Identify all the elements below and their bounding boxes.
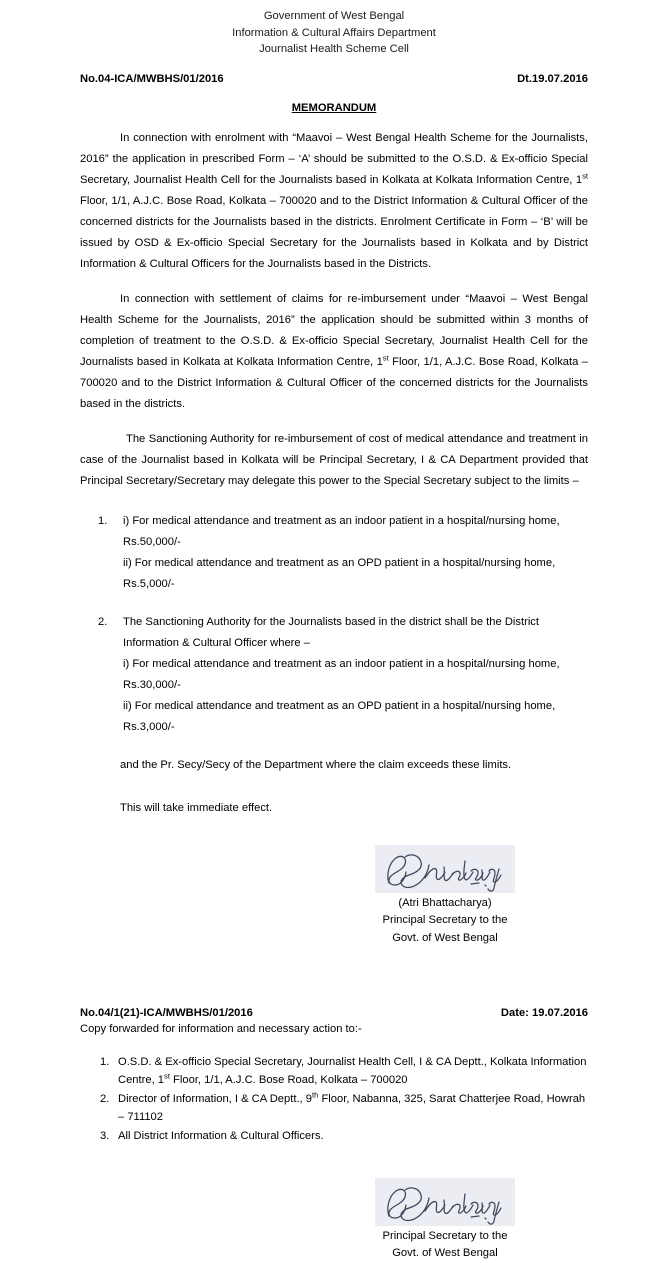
ordinal-suffix-first-floor-2: st	[382, 352, 389, 362]
immediate-effect-line: This will take immediate effect.	[120, 801, 273, 814]
limit-item-body	[123, 612, 588, 738]
copy-recipient-item	[80, 1128, 588, 1146]
copy-recipient-text-b: Floor, Nabanna, 325, Sarat Chatterjee Road, Howrah – 711102	[118, 1093, 586, 1123]
limit-item-number: 1.	[98, 514, 108, 527]
paragraph-claims-part-b: Floor, 1/1, A.J.C. Bose Road, Kolkata – 700020 and to the District Information & Cultural Officer of the concerned districts for the Journalists based in the districts.	[80, 355, 588, 410]
letterhead	[80, 8, 588, 58]
signatory-title-line-1: Principal Secretary to the	[382, 1229, 508, 1242]
limit-line: ii) For medical attendance and treatment as an OPD patient in a hospital/nursing home,	[123, 699, 556, 712]
limit-amount: Rs.5,000/-	[123, 577, 175, 590]
memo-number: No.04-ICA/MWBHS/01/2016	[80, 72, 224, 85]
signature-image	[375, 1178, 515, 1226]
copy-memo-number: No.04/1(21)-ICA/MWBHS/01/2016	[80, 1007, 253, 1019]
copy-reference-line	[80, 1007, 588, 1019]
limit-amount: Rs.50,000/-	[123, 535, 181, 548]
document-content	[80, 8, 588, 1263]
copy-recipient-item	[80, 1091, 588, 1126]
limits-tail-line: and the Pr. Secy/Secy of the Department where the claim exceeds these limits.	[120, 758, 512, 771]
copy-recipient-text-a: All District Information & Cultural Officers.	[118, 1130, 324, 1142]
limit-line: ii) For medical attendance and treatment as an OPD patient in a hospital/nursing home,	[123, 556, 556, 569]
signatory-name: (Atri Bhattacharya)	[398, 896, 492, 909]
paragraph-claims-part-a: In connection with settlement of claims for re-imbursement under “Maavoi – West Bengal Health Scheme for the Journalists, 2016” the application should be submitted within 3 months of completion of treatment to the O.S.D. & Ex-officio Special Secretary, Journalist Health Cell for the Journalists based in Kolkata at Kolkata Information Centre, 1	[80, 292, 588, 368]
limit-line: i) For medical attendance and treatment as an indoor patient in a hospital/nursing home,	[123, 514, 560, 527]
copy-recipient-text-a: O.S.D. & Ex-officio Special Secretary, Journalist Health Cell, I & CA Deptt., Kolkata Information Centre, 1	[118, 1056, 587, 1086]
letterhead-line-department: Information & Cultural Affairs Department	[232, 26, 436, 39]
signature-block-secondary	[330, 1178, 560, 1263]
copy-recipient-text	[118, 1054, 588, 1089]
limit-amount: Rs.3,000/-	[123, 720, 175, 733]
copy-recipient-text-a: Director of Information, I & CA Deptt., 9	[118, 1093, 312, 1105]
signatory-title-line-1: Principal Secretary to the	[382, 914, 508, 926]
copy-recipient-number: 3.	[100, 1130, 110, 1142]
reference-line	[80, 73, 588, 85]
signatory-title-line-2: Govt. of West Bengal	[392, 1247, 498, 1259]
copy-recipient-item	[80, 1054, 588, 1089]
copy-memo-date: Date: 19.07.2016	[500, 1007, 588, 1019]
paragraph-enrolment	[80, 128, 588, 275]
copy-recipient-text-b: Floor, 1/1, A.J.C. Bose Road, Kolkata – 700020	[169, 1073, 408, 1086]
paragraph-reimbursement-claims	[80, 289, 588, 415]
copy-recipient-number: 1.	[100, 1056, 110, 1068]
copy-recipient-text	[118, 1128, 588, 1146]
limit-amount: Rs.30,000/-	[123, 678, 181, 691]
ordinal-suffix-first-floor: st	[582, 170, 588, 180]
signature-image	[375, 845, 515, 893]
limit-item-number: 2.	[98, 615, 108, 628]
limit-line: The Sanctioning Authority for the Journalists based in the district shall be the District	[123, 615, 540, 628]
copy-recipient-number: 2.	[100, 1093, 110, 1105]
letterhead-line-government: Government of West Bengal	[263, 10, 405, 22]
limit-item	[80, 511, 588, 595]
paragraph-enrolment-part-a: In connection with enrolment with “Maavoi – West Bengal Health Scheme for the Journalists, 2016” the application in prescribed Form – ‘A’ should be submitted to the O.S.D. & Ex-officio Special Secretary, Journalist Health Cell for the Journalists based in Kolkata at Kolkata Information Centre, 1	[80, 131, 588, 186]
copy-recipients-list	[80, 1054, 588, 1146]
ordinal-suffix: th	[312, 1090, 319, 1100]
memo-date: Dt.19.07.2016	[517, 72, 588, 85]
limits-list	[80, 511, 588, 738]
memorandum-heading-text: MEMORANDUM	[291, 101, 377, 114]
letterhead-line-cell: Journalist Health Scheme Cell	[259, 43, 409, 55]
copy-forwarded-text: Copy forwarded for information and necessary action to:-	[80, 1023, 362, 1035]
limit-line: i) For medical attendance and treatment as an indoor patient in a hospital/nursing home,	[123, 657, 560, 670]
limit-line: Information & Cultural Officer where –	[123, 636, 310, 649]
memorandum-heading	[80, 102, 588, 114]
limit-item-body	[123, 511, 588, 595]
copy-recipient-text	[118, 1091, 588, 1126]
signature-block-primary	[330, 845, 560, 948]
paragraph-sanctioning-authority: The Sanctioning Authority for re-imbursement of cost of medical attendance and treatment in case of the Journalist based in Kolkata will be Principal Secretary, I & CA Department provided that Principal Secretary/Secretary may delegate this power to the Special Secretary subject to the limits –	[80, 432, 588, 487]
paragraph-enrolment-part-b: Floor, 1/1, A.J.C. Bose Road, Kolkata – 700020 and to the District Information & Cultural Officer of the concerned districts for the Journalists based in the districts. Enrolment Certificate in Form – ‘B’ will be issued by OSD & Ex-officio Special Secretary for the Journalists based in Kolkata and by District Information & Cultural Officers for the Journalists based in the Districts.	[80, 194, 588, 270]
signatory-title-line-2: Govt. of West Bengal	[392, 931, 498, 944]
ordinal-suffix: st	[164, 1070, 170, 1080]
limit-item	[80, 612, 588, 738]
